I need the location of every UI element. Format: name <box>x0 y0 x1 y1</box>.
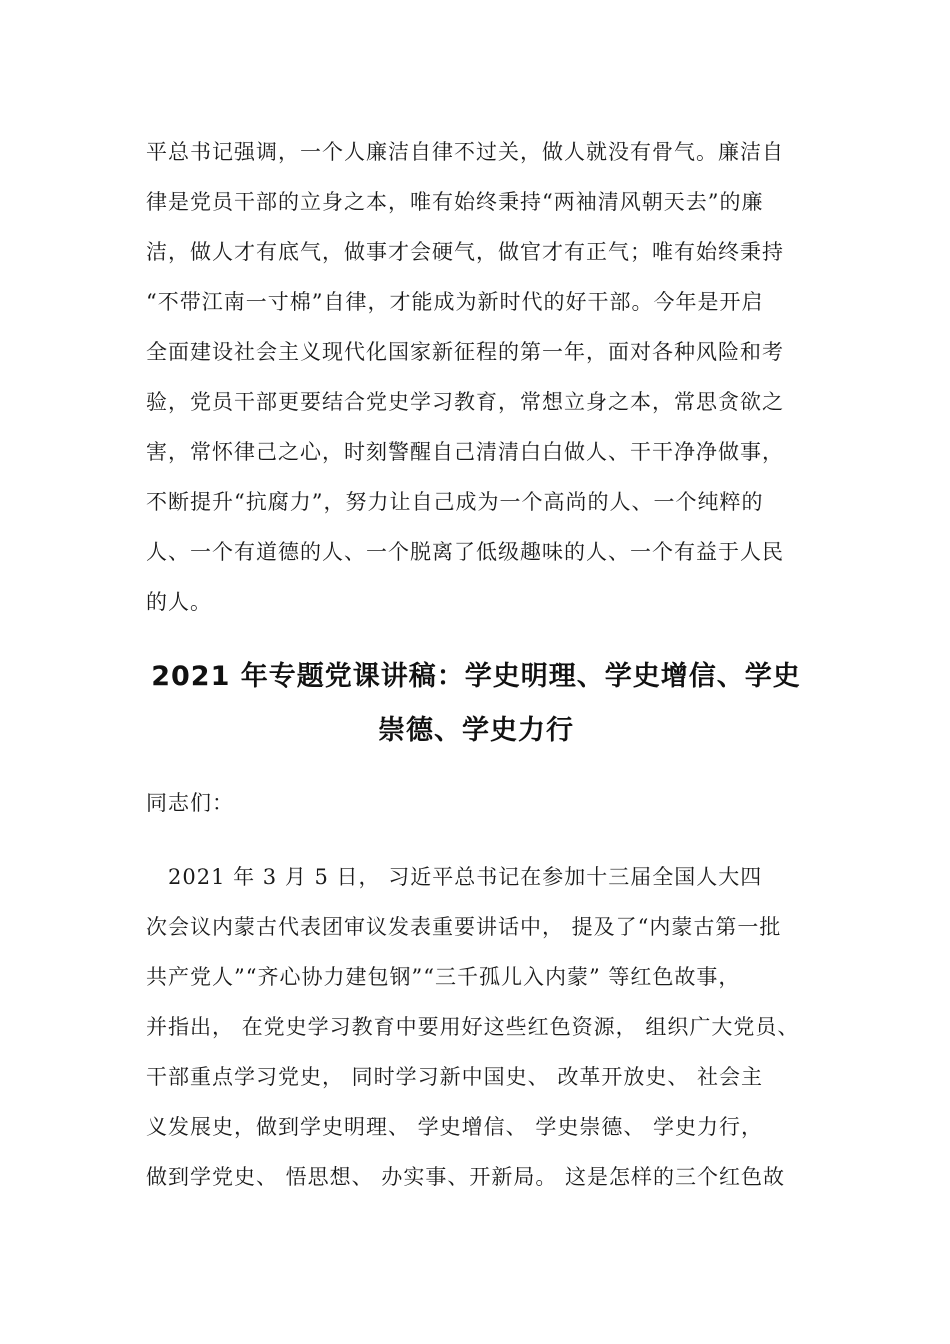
body-paragraph-1 <box>146 127 806 627</box>
paragraph-line: 义发展史，做到学史明理、 学史增信、 学史崇德、 学史力行， <box>146 1115 764 1139</box>
paragraph-line: 害，常怀律己之心，时刻警醒自己清清白白做人、干干净净做事， <box>146 440 784 464</box>
salutation: 同志们： <box>146 791 234 815</box>
paragraph-line: 全面建设社会主义现代化国家新征程的第一年，面对各种风险和考 <box>146 340 784 364</box>
paragraph-line: 洁，做人才有底气，做事才会硬气，做官才有正气；唯有始终秉持 <box>146 240 784 264</box>
body-paragraph-2 <box>146 852 806 1202</box>
heading-line: 崇德、学史力行 <box>378 715 574 746</box>
paragraph-line: 并指出， 在党史学习教育中要用好这些红色资源， 组织广大党员、 <box>146 1015 800 1039</box>
paragraph-line: 次会议内蒙古代表团审议发表重要讲话中， 提及了“内蒙古第一批 <box>146 915 782 939</box>
paragraph-line: “不带江南一寸棉”自律，才能成为新时代的好干部。今年是开启 <box>146 290 764 314</box>
paragraph-line: 验，党员干部更要结合党史学习教育，常想立身之本，常思贪欲之 <box>146 390 784 414</box>
paragraph-line: 律是党员干部的立身之本，唯有始终秉持“两袖清风朝天去”的廉 <box>146 190 764 214</box>
paragraph-line: 的人。 <box>146 590 212 614</box>
section-heading <box>146 650 806 758</box>
paragraph-line: 平总书记强调，一个人廉洁自律不过关，做人就没有骨气。廉洁自 <box>146 140 784 164</box>
paragraph-line: 人、一个有道德的人、一个脱离了低级趣味的人、一个有益于人民 <box>146 540 784 564</box>
paragraph-line: 干部重点学习党史， 同时学习新中国史、 改革开放史、 社会主 <box>146 1065 764 1089</box>
paragraph-line: 共产党人”“齐心协力建包钢”“三千孤儿入内蒙” 等红色故事， <box>146 965 741 989</box>
paragraph-line: 不断提升“抗腐力”，努力让自己成为一个高尚的人、一个纯粹的 <box>146 490 764 514</box>
paragraph-line: 2021 年 3 月 5 日， 习近平总书记在参加十三届全国人大四 <box>146 865 763 889</box>
paragraph-line: 做到学党史、 悟思想、 办实事、开新局。 这是怎样的三个红色故 <box>146 1165 786 1189</box>
heading-line: 2021 年专题党课讲稿：学史明理、学史增信、学史 <box>151 661 801 692</box>
